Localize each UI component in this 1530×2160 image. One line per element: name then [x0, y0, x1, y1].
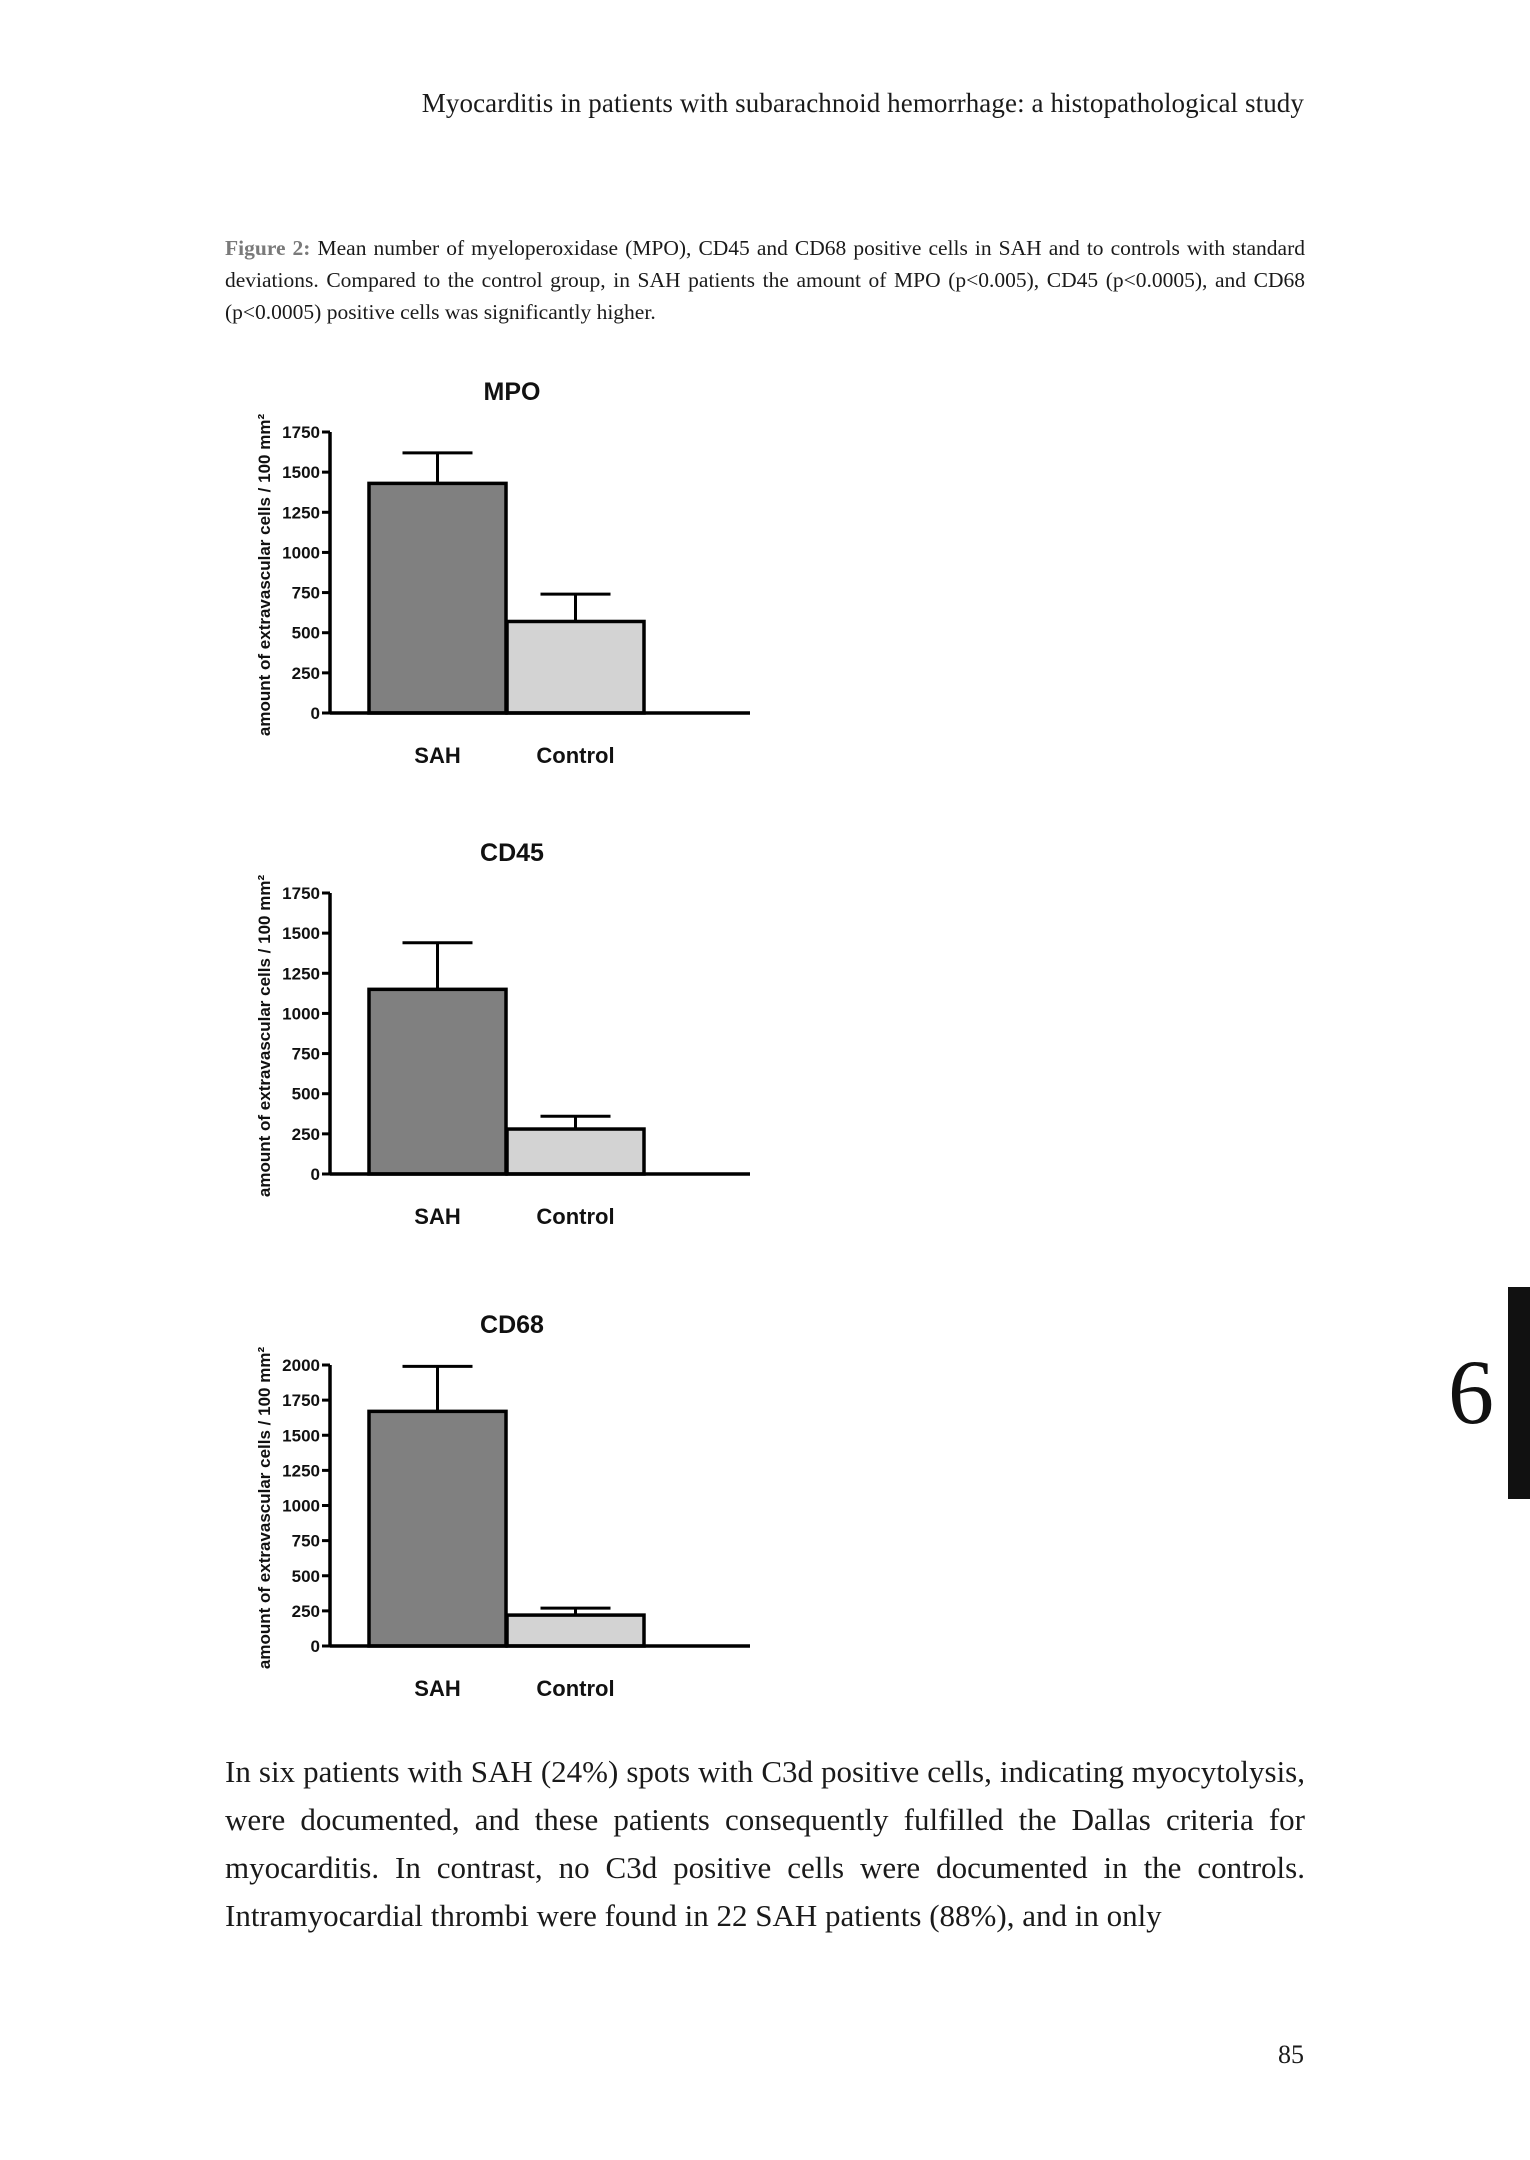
body-paragraph: In six patients with SAH (24%) spots with C3d positive cells, indicating myocytolysis, were documented, and these patients consequently fulfilled the Dallas criteria for myocarditis. In contrast, no C3d positive cells were documented in the controls. Intramyocardial thrombi were found in 22 SAH patients (88%), and in only	[225, 1754, 1305, 1933]
bar-control	[507, 1615, 644, 1646]
y-tick-label: 1500	[282, 1426, 320, 1446]
figure-caption-text: Mean number of myeloperoxidase (MPO), CD45 and CD68 positive cells in SAH and to controls with standard deviations. Compared to the control group, in SAH patients the amount of MPO (p<0.005), CD45 (p<0.0005), and CD68 (p<0.0005) positive cells was significantly higher.	[225, 236, 1306, 324]
y-axis-label: amount of extravascular cells / 100 mm²	[255, 413, 274, 737]
y-tick-label: 2000	[282, 1356, 320, 1375]
chapter-tab	[1508, 1287, 1530, 1499]
y-tick-label: 500	[291, 623, 320, 643]
y-tick-label: 1250	[282, 1461, 320, 1481]
y-tick-label: 500	[291, 1566, 320, 1586]
y-tick-label: 750	[291, 1044, 320, 1064]
bar-sah	[369, 989, 506, 1174]
chapter-number: 6	[1448, 1341, 1494, 1443]
y-tick-label: 750	[291, 583, 320, 603]
y-tick-label: 1250	[282, 964, 320, 984]
y-tick-label: 250	[291, 663, 320, 683]
y-axis-label: amount of extravascular cells / 100 mm²	[255, 1346, 274, 1670]
y-tick-label: 0	[310, 1165, 320, 1184]
figure-label: Figure 2:	[225, 236, 311, 260]
y-tick-label: 1000	[282, 1496, 320, 1516]
x-tick-label-control: Control	[536, 743, 615, 768]
x-tick-label-control: Control	[536, 1676, 615, 1701]
chart-cd68	[0, 1293, 800, 1713]
figure-caption	[225, 232, 1305, 328]
y-tick-label: 250	[291, 1124, 320, 1144]
x-tick-label-sah: SAH	[414, 1676, 461, 1701]
page-number: 85	[1278, 2040, 1304, 2069]
y-tick-label: 0	[310, 1637, 320, 1656]
y-tick-label: 1500	[282, 924, 320, 944]
bar-control	[507, 1129, 644, 1174]
y-axis-label: amount of extravascular cells / 100 mm²	[255, 874, 274, 1198]
bar-sah	[369, 483, 506, 713]
chart-mpo	[0, 360, 800, 780]
x-tick-label-sah: SAH	[414, 1204, 461, 1229]
y-tick-label: 250	[291, 1601, 320, 1621]
x-tick-label-sah: SAH	[414, 743, 461, 768]
y-tick-label: 1000	[282, 543, 320, 563]
bar-sah	[369, 1411, 506, 1646]
y-tick-label: 0	[310, 704, 320, 723]
running-head: Myocarditis in patients with subarachnoid hemorrhage: a histopathological study	[421, 88, 1304, 118]
y-tick-label: 1750	[282, 884, 320, 903]
y-tick-label: 1000	[282, 1004, 320, 1024]
chart-cd45	[0, 821, 800, 1241]
y-tick-label: 1500	[282, 463, 320, 483]
y-tick-label: 500	[291, 1084, 320, 1104]
bar-control	[507, 621, 644, 713]
y-tick-label: 1750	[282, 1391, 320, 1411]
x-tick-label-control: Control	[536, 1204, 615, 1229]
y-tick-label: 750	[291, 1531, 320, 1551]
chart-title: MPO	[483, 378, 541, 406]
y-tick-label: 1750	[282, 423, 320, 442]
chart-title: CD68	[480, 1311, 544, 1339]
chart-title: CD45	[480, 839, 544, 867]
y-tick-label: 1250	[282, 503, 320, 523]
